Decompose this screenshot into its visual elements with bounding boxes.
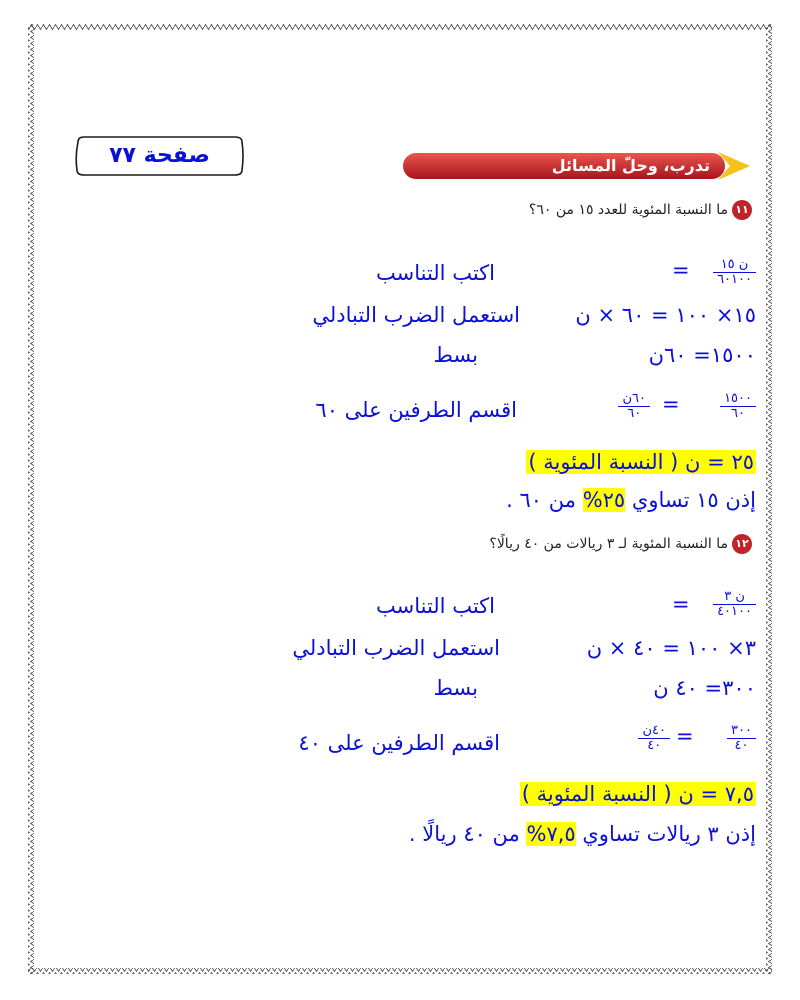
percent-highlight: ٧,٥% [526,822,576,846]
section-title: تدرب، وحلّ المسائل [551,156,710,175]
step-label: بسط [433,343,478,367]
conclusion-text: من ٦٠ . [506,488,576,512]
equals-sign: = [672,592,690,616]
step-label: اقسم الطرفين على ٤٠ [298,731,500,755]
step-label: اقسم الطرفين على ٦٠ [315,398,517,422]
fraction-numerator: ن ٣ [713,590,756,605]
problem-number-badge: ١١ [732,200,752,220]
fraction-denominator: ٤٠ [734,738,749,753]
step-label: اكتب التناسب [376,261,495,285]
equals-sign: = [662,392,680,416]
fraction-numerator: ٤٠ن [638,724,670,739]
result-highlight: ٧,٥ = ن ( النسبة المئوية ) [521,782,754,806]
fraction-right [618,392,650,421]
fraction-left [720,392,756,421]
equation: ٣× ١٠٠ = ٤٠ × ن [586,636,756,660]
fraction-left [727,724,756,753]
proportion-fraction [713,258,756,287]
step-label: استعمل الضرب التبادلي [312,303,520,327]
proportion-fraction [713,590,756,619]
fraction-numerator: ٣٠٠ [727,724,756,739]
conclusion-text: إذن ٣ ريالات تساوي [582,822,756,846]
equation: ١٥× ١٠٠ = ٦٠ × ن [575,303,756,327]
equals-sign: = [672,258,690,282]
problem-question: ما النسبة المئوية لـ ٣ ريالات من ٤٠ ريالًا؟ [489,536,728,552]
problem-question: ما النسبة المئوية للعدد ١٥ من ٦٠؟ [528,202,728,218]
conclusion-text: من ٤٠ ريالًا . [408,822,520,846]
fraction-numerator: ن ١٥ [713,258,756,273]
conclusion [409,822,756,846]
conclusion-text: إذن ١٥ تساوي [631,488,756,512]
conclusion [506,488,756,512]
equation: ١٥٠٠= ٦٠ن [648,343,756,367]
fraction-numerator: ١٥٠٠ [720,392,756,407]
percent-highlight: ٢٥% [582,488,626,512]
fraction-denominator: ٤٠ [647,738,662,753]
step-label: اكتب التناسب [376,594,495,618]
equals-sign: = [676,724,694,748]
equation: ٣٠٠= ٤٠ ن [653,676,756,700]
fraction-denominator: ٤٠١٠٠ [717,604,752,619]
step-label: استعمل الضرب التبادلي [292,636,500,660]
fraction-denominator: ٦٠ [731,406,746,421]
fraction-denominator: ٦٠١٠٠ [717,272,752,287]
fraction-denominator: ٦٠ [627,406,642,421]
fraction-numerator: ٦٠ن [618,392,650,407]
step-label: بسط [433,676,478,700]
problem-number-badge: ١٢ [732,534,752,554]
fraction-right [638,724,670,753]
result-highlight: ٢٥ = ن ( النسبة المئوية ) [528,450,754,474]
page-badge: صفحة ٧٧ [109,143,210,168]
